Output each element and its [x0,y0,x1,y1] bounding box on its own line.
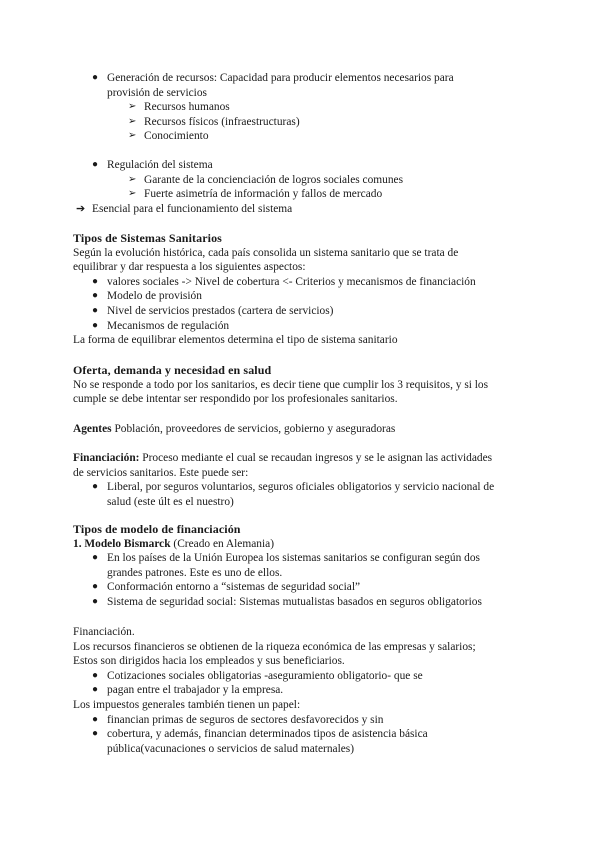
section-heading: Tipos de modelo de financiación [73,522,241,536]
section-agentes [0,422,600,437]
paragraph-line: Según la evolución histórica, cada país consolida un sistema sanitario que se trata de [73,246,459,259]
section-financiacion-def [0,451,600,509]
paragraph-line: No se responde a todo por los sanitarios, es decir tiene que cumplir los 3 requisitos, y si los [73,378,489,391]
bullet-icon: ● [91,481,99,493]
bullet-icon: ● [91,595,99,607]
list-item: Conformación entorno a “sistemas de seguridad social” [107,581,361,594]
section-heading: Oferta, demanda y necesidad en salud [73,363,272,377]
bullet-icon: ● [91,275,99,287]
bullet-icon: ● [91,159,99,170]
sub-heading: 1. Modelo Bismarck [73,537,171,550]
section-regulacion [0,158,600,216]
arrow-bullet-icon: ➢ [128,115,137,127]
bullet-icon: ● [91,713,99,725]
paragraph-text: Proceso mediante el cual se recaudan ingresos y se le asignan las actividades [139,452,493,464]
sub-list-item: Fuerte asimetría de información y fallos de mercado [144,188,383,201]
arrow-bullet-icon: ➢ [128,188,137,200]
bullet-icon: ● [91,728,99,740]
section-tipos-sistemas [0,231,600,348]
paragraph-line: La forma de equilibrar elementos determina el tipo de sistema sanitario [73,334,398,347]
section-oferta [0,363,600,407]
list-item-continuation: pública(vacunaciones o servicios de salud maternales) [107,742,355,755]
bullet-icon: ● [91,669,99,681]
list-item: En los países de la Unión Europea los sistemas sanitarios se configuran según dos [107,552,480,565]
list-item: Regulación del sistema [107,159,213,171]
bullet-icon: ● [91,684,99,696]
list-item: Generación de recursos: Capacidad para producir elementos necesarios para [107,72,454,84]
list-item-continuation: grandes patrones. Este es uno de ellos. [107,566,283,579]
list-item: Sistema de seguridad social: Sistemas mutualistas basados en seguros obligatorios [107,595,482,608]
bullet-icon: ● [91,552,99,564]
list-item: Cotizaciones sociales obligatorias -aseguramiento obligatorio- que se [107,669,423,682]
list-item: cobertura, y además, financian determinados tipos de asistencia básica [107,728,428,741]
list-item: Liberal, por seguros voluntarios, seguros oficiales obligatorios y servicio nacional de [107,481,495,494]
arrow-bullet-icon: ➢ [128,130,137,142]
list-item-continuation: provisión de servicios [107,86,207,99]
bullet-icon: ● [91,304,99,316]
list-item: valores sociales -> Nivel de cobertura <- Criterios y mecanismos de financiación [107,275,476,288]
paragraph-line: Los recursos financieros se obtienen de la riqueza económica de las empresas y salarios; [73,640,476,653]
right-arrow-icon: ➔ [76,202,86,215]
bullet-icon: ● [91,581,99,593]
sub-list-item: Conocimiento [144,130,209,143]
paragraph-title: Financiación. [73,626,135,638]
paragraph-line: Los impuestos generales también tienen un papel: [73,698,301,711]
list-item: financian primas de seguros de sectores desfavorecidos y sin [107,713,384,726]
section-heading: Tipos de Sistemas Sanitarios [73,231,222,245]
list-item: Modelo de provisión [107,290,202,303]
bullet-icon: ● [91,290,99,302]
sub-list-item: Recursos humanos [144,101,230,114]
arrow-bullet-icon: ➢ [128,101,137,113]
bullet-icon: ● [91,319,99,331]
arrow-item: Esencial para el funcionamiento del sistema [92,202,293,215]
list-item: pagan entre el trabajador y la empresa. [107,684,284,697]
list-item: Mecanismos de regulación [107,319,230,332]
paragraph-line: Estos son dirigidos hacia los empleados y sus beneficiarios. [73,655,345,668]
section-financiacion [0,625,600,756]
list-item-continuation: salud (este últ es el nuestro) [107,495,234,508]
section-recursos [0,71,600,144]
paragraph-line: cumple se debe intentar ser respondido por los profesionales sanitarios. [73,393,398,406]
sub-list-item: Recursos físicos (infraestructuras) [144,115,300,128]
section-modelos [0,522,600,610]
arrow-bullet-icon: ➢ [128,173,137,185]
paragraph-text: Población, proveedores de servicios, gobierno y aseguradoras [111,423,396,435]
paragraph-line: equilibrar y dar respuesta a los siguientes aspectos: [73,261,306,274]
paragraph-line: de servicios sanitarios. Este puede ser: [73,466,249,479]
sub-heading-note: (Creado en Alemania) [170,537,274,550]
inline-label: Agentes [73,423,112,435]
sub-list-item: Garante de la concienciación de logros sociales comunes [144,173,404,186]
inline-label: Financiación: [73,452,140,464]
list-item: Nivel de servicios prestados (cartera de servicios) [107,304,334,317]
bullet-icon: ● [91,72,99,83]
